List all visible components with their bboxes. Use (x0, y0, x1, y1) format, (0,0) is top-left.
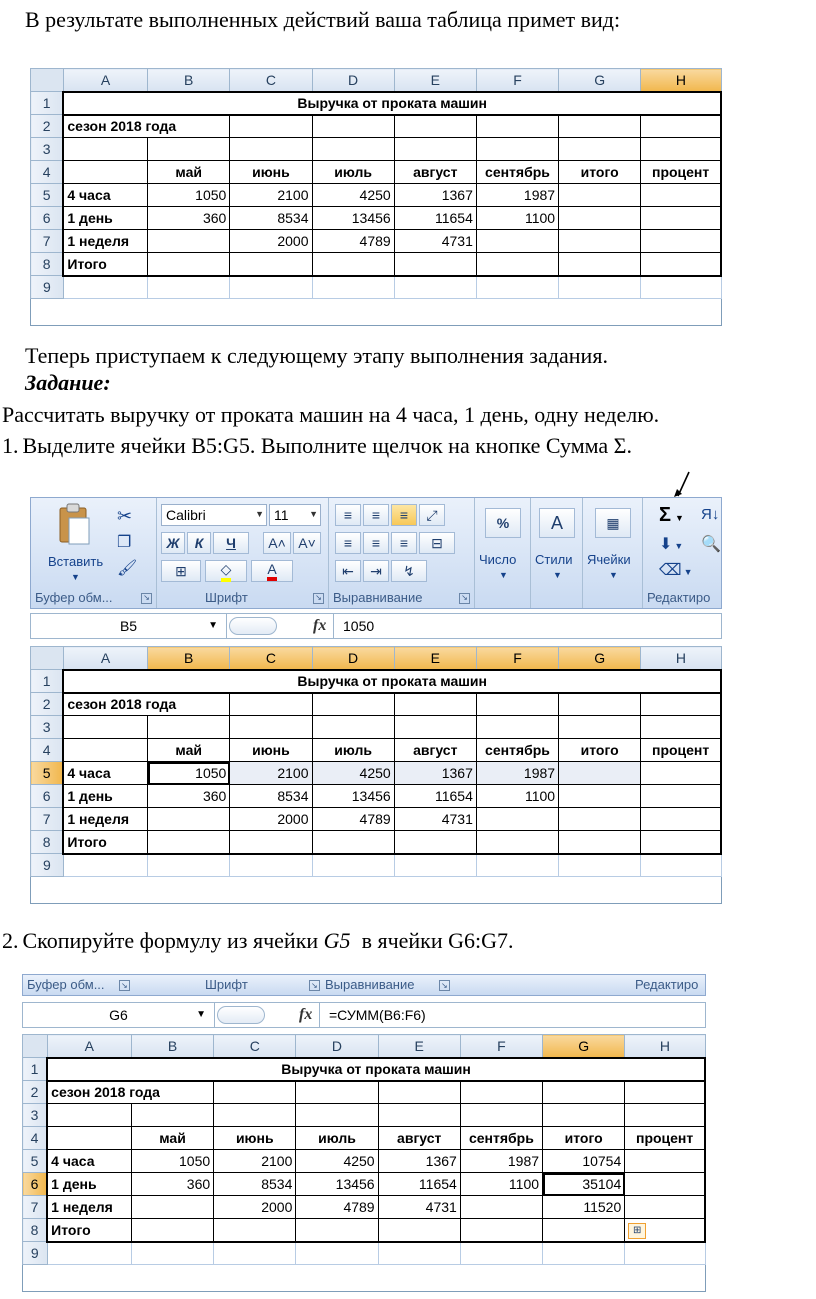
name-box[interactable] (23, 1003, 215, 1027)
align-icon: ≡ (371, 507, 381, 523)
row-header-8[interactable]: 8 (31, 831, 64, 854)
table-row (31, 253, 722, 276)
grow-font-button[interactable] (263, 532, 291, 554)
font-size-select[interactable] (269, 504, 321, 526)
sheet-title-cell[interactable]: Выручка от проката машин (63, 670, 721, 693)
column-header-g[interactable]: G (559, 647, 641, 670)
bold-icon: Ж (166, 535, 180, 551)
label-cell[interactable]: Итого (63, 831, 147, 854)
selected-cell[interactable]: 1367 (394, 762, 476, 785)
styles-icon: A (550, 512, 563, 533)
align-icon: ≡ (399, 535, 409, 551)
percent-button[interactable] (485, 508, 521, 538)
row-header-3[interactable]: 3 (31, 138, 64, 161)
chevron-down-icon: ▼ (196, 1009, 206, 1020)
row-header-9[interactable]: 9 (31, 854, 64, 877)
indent-icon: ⇥ (370, 562, 382, 579)
data-cell[interactable]: 13456 (312, 785, 394, 808)
alignment-group-label: Выравнивание (333, 590, 423, 605)
chevron-down-icon: ▼ (609, 570, 618, 580)
data-cell[interactable]: 2100 (214, 1150, 296, 1173)
data-cell[interactable] (476, 230, 558, 253)
chevron-down-icon: ▼ (499, 570, 508, 580)
clipboard-group-label: Буфер обм... (27, 977, 105, 992)
data-cell[interactable]: 8534 (230, 207, 312, 230)
header-cell-percent[interactable]: процент (625, 1127, 705, 1150)
styles-group (531, 498, 583, 608)
label-cell[interactable]: Итого (63, 253, 147, 276)
data-cell[interactable]: 360 (148, 785, 230, 808)
borders-button[interactable] (161, 560, 201, 582)
cells-icon: ▦ (606, 514, 620, 531)
table-row (23, 1150, 706, 1173)
step-1 (2, 433, 632, 459)
header-cell-percent[interactable]: процент (641, 161, 721, 184)
column-header-g[interactable]: G (559, 69, 641, 92)
row-header-6[interactable]: 6 (31, 785, 64, 808)
data-cell[interactable] (148, 808, 230, 831)
data-cell[interactable]: 4789 (312, 808, 394, 831)
season-cell[interactable]: сезон 2018 года (63, 693, 229, 716)
total-cell[interactable]: 11520 (543, 1196, 625, 1219)
label-cell[interactable]: 1 неделя (63, 230, 147, 253)
paste-label: Вставить (48, 554, 104, 569)
selected-cell[interactable]: 4250 (312, 762, 394, 785)
data-cell[interactable] (131, 1196, 213, 1219)
paste-button[interactable] (41, 502, 107, 582)
header-cell-june[interactable]: июнь (214, 1127, 296, 1150)
dialog-launcher-icon[interactable]: ↘ (459, 593, 470, 604)
editing-group-label: Редактиро (635, 977, 699, 992)
data-cell[interactable]: 4731 (394, 808, 476, 831)
header-cell-september[interactable]: сентябрь (476, 161, 558, 184)
font-group (157, 498, 329, 608)
chevron-down-icon: ▼ (309, 509, 318, 519)
wrap-icon: ↯ (403, 562, 415, 579)
align-top-button[interactable] (335, 504, 361, 526)
shrink-font-icon: A˅ (298, 535, 316, 551)
column-header-f[interactable]: F (476, 69, 558, 92)
row-header-8[interactable]: 8 (23, 1219, 48, 1242)
data-cell[interactable]: 11654 (394, 207, 476, 230)
column-header-c[interactable]: C (230, 647, 312, 670)
data-cell[interactable] (625, 1150, 705, 1173)
header-cell-may[interactable]: май (148, 161, 230, 184)
row-header-7[interactable]: 7 (31, 230, 64, 253)
autosum-button[interactable]: Σ ▼ (659, 504, 684, 526)
orientation-icon: ⤢ (426, 506, 438, 523)
data-cell[interactable] (625, 1173, 705, 1196)
header-cell-july[interactable]: июль (312, 161, 394, 184)
active-cell[interactable]: 35104 (543, 1173, 625, 1196)
column-header-f[interactable]: F (460, 1035, 542, 1058)
selected-cell[interactable]: 2100 (230, 762, 312, 785)
row-header-5[interactable]: 5 (23, 1150, 48, 1173)
clear-icon[interactable]: ⌫ ▼ (659, 562, 693, 579)
header-cell-september[interactable]: сентябрь (460, 1127, 542, 1150)
shrink-font-button[interactable] (293, 532, 321, 554)
align-icon: ≡ (343, 507, 353, 523)
data-cell[interactable] (641, 808, 721, 831)
season-cell[interactable]: сезон 2018 года (63, 115, 229, 138)
table-row (23, 1219, 706, 1242)
header-cell-total[interactable]: итого (559, 161, 641, 184)
chevron-down-icon: ▼ (255, 509, 264, 519)
dialog-launcher-icon[interactable]: ↘ (121, 981, 128, 990)
formula-bar-1 (30, 613, 722, 639)
header-cell-august[interactable]: август (378, 1127, 460, 1150)
label-cell[interactable]: 1 неделя (63, 808, 147, 831)
data-cell[interactable]: 2000 (230, 808, 312, 831)
column-header-d[interactable]: D (312, 69, 394, 92)
column-header-a[interactable]: A (63, 69, 147, 92)
name-box-value: G6 (109, 1007, 128, 1023)
data-cell[interactable]: 11654 (394, 785, 476, 808)
data-cell[interactable] (476, 808, 558, 831)
bold-button[interactable] (161, 532, 185, 554)
number-label[interactable]: Число (479, 552, 517, 567)
label-cell[interactable]: 1 день (63, 785, 147, 808)
cells-button-icon[interactable] (595, 508, 631, 538)
header-cell-may[interactable]: май (131, 1127, 213, 1150)
data-cell[interactable]: 1987 (460, 1150, 542, 1173)
clipboard-group (31, 498, 157, 608)
formula-input[interactable]: 1050 (343, 618, 375, 634)
step-2-cell: G5 (323, 928, 351, 953)
label-cell[interactable]: 1 день (47, 1173, 131, 1196)
formula-input[interactable]: =СУММ(B6:F6) (329, 1007, 426, 1023)
dialog-launcher-icon[interactable]: ↘ (441, 981, 448, 990)
header-cell-august[interactable]: август (394, 161, 476, 184)
dialog-launcher-icon[interactable]: ↘ (141, 593, 152, 604)
row-header-4[interactable]: 4 (23, 1127, 48, 1150)
data-cell[interactable]: 4250 (296, 1150, 378, 1173)
data-cell[interactable] (559, 230, 641, 253)
row-header-5[interactable]: 5 (31, 184, 64, 207)
header-cell-may[interactable]: май (148, 739, 230, 762)
spreadsheet-2 (30, 646, 722, 877)
row-header-7[interactable]: 7 (31, 808, 64, 831)
data-cell[interactable] (641, 230, 721, 253)
format-painter-icon[interactable]: 🖌 (117, 560, 138, 577)
data-cell[interactable]: 1367 (378, 1150, 460, 1173)
row-header-2[interactable]: 2 (31, 693, 64, 716)
align-bottom-button[interactable] (391, 504, 417, 526)
sort-icon[interactable]: Я↓ (701, 506, 720, 523)
row-header-8[interactable]: 8 (31, 253, 64, 276)
table-row (31, 762, 722, 785)
next-stage-paragraph: Теперь приступаем к следующему этапу выполнения задания. (25, 343, 608, 368)
data-cell[interactable]: 13456 (296, 1173, 378, 1196)
font-name-value: Calibri (166, 507, 206, 523)
chevron-down-icon: ▼ (71, 572, 80, 582)
column-header-g[interactable]: G (543, 1035, 625, 1058)
editing-group-label: Редактиро (647, 590, 711, 605)
data-cell[interactable]: 1100 (476, 785, 558, 808)
font-size-value: 11 (274, 507, 289, 523)
increase-indent-button[interactable] (363, 560, 389, 582)
spreadsheet-3 (22, 1034, 706, 1265)
italic-button[interactable] (187, 532, 211, 554)
column-header-e[interactable]: E (394, 69, 476, 92)
header-cell-total[interactable]: итого (543, 1127, 625, 1150)
select-all-corner[interactable] (31, 69, 64, 92)
sheet-title-cell[interactable]: Выручка от проката машин (47, 1058, 705, 1081)
align-icon: ≡ (371, 535, 381, 551)
find-icon[interactable]: 🔍 (701, 536, 721, 553)
intro-paragraph: В результате выполненных действий ваша таблица примет вид: (25, 7, 621, 32)
formula-bar-2 (22, 1002, 706, 1028)
column-header-e[interactable]: E (394, 647, 476, 670)
row-header-3[interactable]: 3 (23, 1104, 48, 1127)
total-cell[interactable]: 10754 (543, 1150, 625, 1173)
data-cell[interactable] (641, 762, 721, 785)
data-cell[interactable]: 360 (148, 207, 230, 230)
table-row (23, 1173, 706, 1196)
table-row (31, 808, 722, 831)
cut-icon[interactable]: ✂ (117, 506, 133, 526)
row-header-1[interactable]: 1 (31, 670, 64, 693)
step-1-number: 1. (2, 433, 19, 458)
fx-icon[interactable]: fx (313, 617, 327, 634)
data-cell[interactable]: 4731 (378, 1196, 460, 1219)
column-header-h[interactable]: H (641, 69, 721, 92)
formula-bar-handle[interactable] (217, 1006, 265, 1024)
indent-icon: ⇤ (342, 562, 354, 579)
decrease-indent-button[interactable] (335, 560, 361, 582)
editing-group (643, 498, 722, 608)
percent-icon: % (496, 515, 510, 531)
row-header-5[interactable]: 5 (31, 762, 64, 785)
dialog-launcher-icon[interactable]: ↘ (313, 593, 324, 604)
data-cell[interactable] (559, 207, 641, 230)
clipboard-group-label: Буфер обм... (35, 590, 113, 605)
step-2-number: 2. (2, 928, 19, 953)
label-cell[interactable]: Итого (47, 1219, 131, 1242)
column-header-c[interactable]: C (230, 69, 312, 92)
data-cell[interactable]: 2000 (230, 230, 312, 253)
label-cell[interactable]: 1 день (63, 207, 147, 230)
header-cell-september[interactable]: сентябрь (476, 739, 558, 762)
column-header-a[interactable]: A (47, 1035, 131, 1058)
active-cell[interactable]: 1050 (148, 762, 230, 785)
font-color-button[interactable] (251, 560, 293, 582)
row-header-9[interactable]: 9 (31, 276, 64, 299)
underline-icon: Ч (226, 535, 236, 551)
number-group (475, 498, 531, 608)
font-group-label: Шрифт (205, 977, 248, 992)
selected-cell[interactable] (559, 762, 641, 785)
paste-icon (57, 502, 93, 546)
column-header-d[interactable]: D (296, 1035, 378, 1058)
row-header-7[interactable]: 7 (23, 1196, 48, 1219)
data-cell[interactable] (559, 184, 641, 207)
styles-button-icon[interactable] (539, 508, 575, 538)
sheet-title-cell[interactable]: Выручка от проката машин (63, 92, 721, 115)
step-2-text: Скопируйте формулу из ячейки (22, 928, 324, 953)
data-cell[interactable] (641, 785, 721, 808)
align-middle-button[interactable] (363, 504, 389, 526)
header-cell-august[interactable]: август (394, 739, 476, 762)
data-cell[interactable]: 360 (131, 1173, 213, 1196)
align-icon: ≡ (399, 507, 409, 523)
header-cell-july[interactable]: июль (296, 1127, 378, 1150)
row-header-2[interactable]: 2 (31, 115, 64, 138)
column-header-d[interactable]: D (312, 647, 394, 670)
name-box[interactable] (31, 614, 227, 638)
font-name-select[interactable] (161, 504, 267, 526)
chevron-down-icon: ▼ (553, 570, 562, 580)
data-cell[interactable]: 4789 (312, 230, 394, 253)
dialog-launcher-icon[interactable]: ↘ (311, 981, 318, 990)
spreadsheet-1 (30, 68, 722, 299)
header-cell-june[interactable]: июнь (230, 161, 312, 184)
align-left-button[interactable] (335, 532, 361, 554)
row-header-9[interactable]: 9 (23, 1242, 48, 1265)
font-color-icon: A (267, 561, 276, 581)
data-cell[interactable]: 1367 (394, 184, 476, 207)
header-cell-june[interactable]: июнь (230, 739, 312, 762)
season-cell[interactable]: сезон 2018 года (47, 1081, 214, 1104)
data-cell[interactable] (559, 808, 641, 831)
data-cell[interactable]: 1987 (476, 184, 558, 207)
row-header-1[interactable]: 1 (31, 92, 64, 115)
chevron-down-icon: ▼ (208, 620, 218, 631)
font-group-label: Шрифт (205, 590, 248, 605)
table-row (31, 184, 722, 207)
data-cell[interactable]: 8534 (230, 785, 312, 808)
data-cell[interactable] (148, 230, 230, 253)
formula-bar-handle[interactable] (229, 617, 277, 635)
selected-cell[interactable]: 1987 (476, 762, 558, 785)
data-cell[interactable]: 4731 (394, 230, 476, 253)
table-row (31, 230, 722, 253)
data-cell[interactable]: 8534 (214, 1173, 296, 1196)
data-cell[interactable]: 4250 (312, 184, 394, 207)
select-all-corner[interactable] (23, 1035, 48, 1058)
grow-font-icon: A˄ (268, 535, 286, 551)
column-header-e[interactable]: E (378, 1035, 460, 1058)
label-cell[interactable]: 4 часа (63, 762, 147, 785)
header-cell-july[interactable]: июль (312, 739, 394, 762)
paste-options-icon[interactable]: ⊞ (628, 1223, 646, 1239)
step-2-text-end: в ячейки G6:G7. (350, 928, 514, 953)
sigma-icon: Σ (659, 504, 672, 526)
merge-button[interactable] (419, 532, 455, 554)
row-header-6[interactable]: 6 (31, 207, 64, 230)
data-cell[interactable]: 1100 (476, 207, 558, 230)
data-cell[interactable]: 2000 (214, 1196, 296, 1219)
fill-icon[interactable]: ⬇ ▼ (659, 536, 684, 553)
data-cell[interactable]: 1050 (131, 1150, 213, 1173)
alignment-group (329, 498, 475, 608)
fill-color-icon: ◇ (221, 561, 232, 582)
arrow-icon (672, 470, 694, 500)
data-cell[interactable]: 1050 (148, 184, 230, 207)
wrap-text-button[interactable] (391, 560, 427, 582)
task-heading: Задание: (25, 370, 111, 395)
data-cell[interactable]: 1100 (460, 1173, 542, 1196)
ribbon-home (30, 497, 722, 609)
data-cell[interactable]: 13456 (312, 207, 394, 230)
data-cell[interactable] (641, 184, 721, 207)
select-all-corner[interactable] (31, 647, 64, 670)
row-header-3[interactable]: 3 (31, 716, 64, 739)
ribbon-group-labels-strip (22, 974, 706, 996)
label-cell[interactable]: 1 неделя (47, 1196, 131, 1219)
header-cell-percent[interactable]: процент (641, 739, 721, 762)
step-2 (2, 928, 514, 954)
align-center-button[interactable] (363, 532, 389, 554)
orientation-button[interactable] (419, 504, 445, 526)
copy-icon[interactable]: ❐ (117, 534, 132, 551)
row-header-4[interactable]: 4 (31, 161, 64, 184)
row-header-6[interactable]: 6 (23, 1173, 48, 1196)
alignment-group-label: Выравнивание (325, 977, 415, 992)
data-cell[interactable]: 11654 (378, 1173, 460, 1196)
row-header-1[interactable]: 1 (23, 1058, 48, 1081)
row-header-4[interactable]: 4 (31, 739, 64, 762)
data-cell[interactable]: 4789 (296, 1196, 378, 1219)
label-cell[interactable]: 4 часа (47, 1150, 131, 1173)
column-header-b[interactable]: B (131, 1035, 213, 1058)
align-icon: ≡ (343, 535, 353, 551)
column-header-f[interactable]: F (476, 647, 558, 670)
table-row (31, 831, 722, 854)
column-header-b[interactable]: B (148, 69, 230, 92)
underline-button[interactable] (213, 532, 249, 554)
data-cell[interactable] (625, 1196, 705, 1219)
column-header-a[interactable]: A (63, 647, 147, 670)
header-cell-total[interactable]: итого (559, 739, 641, 762)
fx-icon[interactable]: fx (299, 1006, 313, 1023)
step-1-text: Выделите ячейки B5:G5. Выполните щелчок на кнопке Сумма Σ. (22, 433, 632, 458)
data-cell[interactable] (559, 785, 641, 808)
data-cell[interactable] (460, 1196, 542, 1219)
align-right-button[interactable] (391, 532, 417, 554)
column-header-b[interactable]: B (148, 647, 230, 670)
italic-icon: К (194, 535, 204, 551)
label-cell[interactable]: 4 часа (63, 184, 147, 207)
borders-icon: ⊞ (175, 562, 187, 579)
data-cell[interactable] (641, 207, 721, 230)
fill-color-button[interactable] (205, 560, 247, 582)
table-row (31, 207, 722, 230)
merge-icon: ⊟ (431, 534, 443, 551)
cells-label[interactable]: Ячейки (587, 552, 631, 567)
table-row (23, 1196, 706, 1219)
name-box-value: B5 (119, 618, 138, 634)
table-row (31, 785, 722, 808)
column-header-h[interactable]: H (625, 1035, 705, 1058)
column-header-h[interactable]: H (641, 647, 721, 670)
row-header-2[interactable]: 2 (23, 1081, 48, 1104)
cells-group (583, 498, 643, 608)
styles-label[interactable]: Стили (535, 552, 573, 567)
task-paragraph: Рассчитать выручку от проката машин на 4 часа, 1 день, одну неделю. (2, 402, 660, 427)
column-header-c[interactable]: C (214, 1035, 296, 1058)
data-cell[interactable]: 2100 (230, 184, 312, 207)
